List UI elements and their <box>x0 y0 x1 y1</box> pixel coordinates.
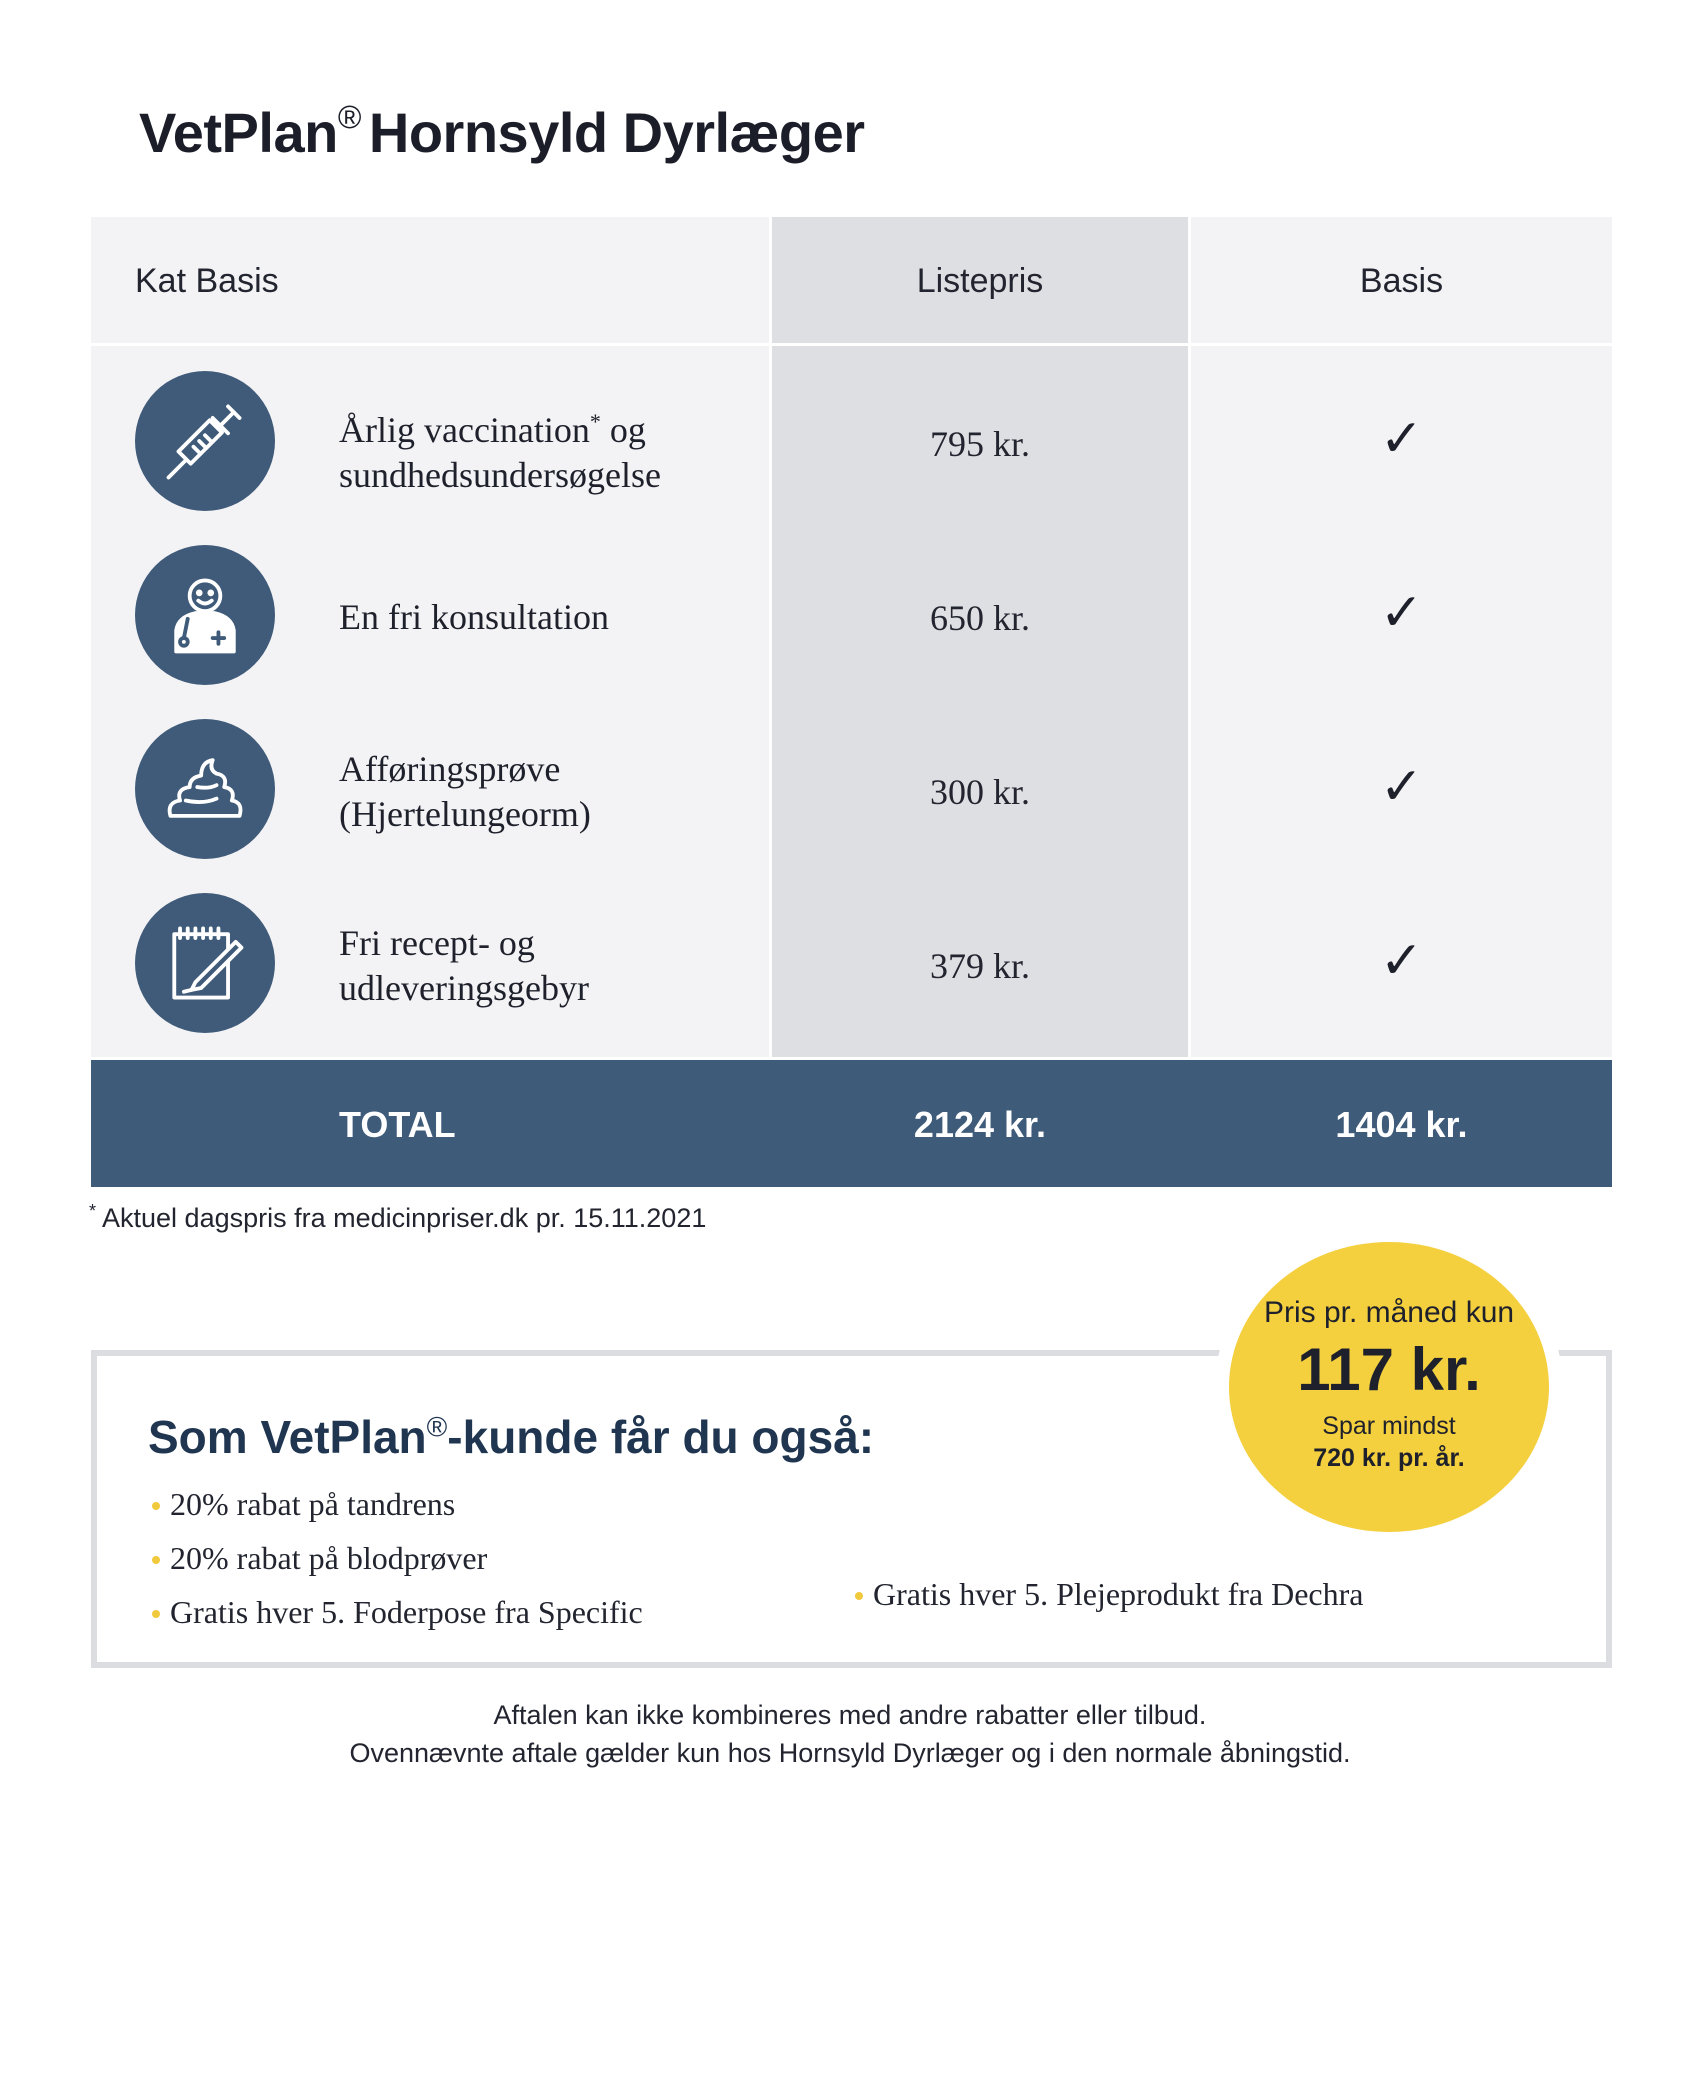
checkmark-icon: ✓ <box>1379 932 1424 990</box>
benefit-text: 20% rabat på blodprøver <box>170 1540 488 1576</box>
service-label: En fri konsultation <box>339 597 609 637</box>
header-basis: Basis <box>1359 262 1444 300</box>
benefit-item <box>855 1576 1363 1613</box>
list-price-value: 379 kr. <box>929 946 1030 986</box>
service-label-line1: Årlig vaccination <box>339 410 590 450</box>
vet-doctor-icon <box>135 545 275 685</box>
title-registered-mark: ® <box>337 99 361 136</box>
checkmark-icon: ✓ <box>1379 584 1424 642</box>
benefit-item <box>152 1594 643 1631</box>
promo-save-label: Spar mindst <box>1322 1412 1456 1440</box>
promo-intro: Pris pr. måned kun <box>1263 1296 1515 1329</box>
checkmark-icon: ✓ <box>1379 410 1424 468</box>
benefit-text: Gratis hver 5. Foderpose fra Specific <box>170 1594 643 1630</box>
promo-save-amount: 720 kr. pr. år. <box>1313 1444 1465 1472</box>
service-label-line2: udleveringsgebyr <box>339 968 589 1008</box>
table-row <box>91 705 1612 879</box>
list-price-value: 795 kr. <box>929 424 1030 464</box>
asterisk-mark: * <box>589 409 601 434</box>
footnote-mark: * <box>89 1201 97 1221</box>
title-clinic: Hornsyld Dyrlæger <box>368 101 865 164</box>
service-label <box>339 921 589 1011</box>
syringe-icon <box>135 371 275 511</box>
bullet-icon <box>152 1610 160 1618</box>
total-row <box>91 1060 1612 1187</box>
total-list-price: 2124 kr. <box>913 1104 1047 1145</box>
disclaimer-line: Ovennævnte aftale gælder kun hos Hornsyld Dyrlæger og i den normale åbningstid. <box>349 1738 1351 1768</box>
header-divider <box>91 343 1612 346</box>
header-plan-name: Kat Basis <box>135 262 279 300</box>
promo-price: 117 kr. <box>1297 1336 1481 1403</box>
list-price-value: 650 kr. <box>929 598 1030 638</box>
list-price-value: 300 kr. <box>929 772 1030 812</box>
checkmark-icon: ✓ <box>1379 758 1424 816</box>
service-label <box>339 399 661 498</box>
service-label-line2: (Hjertelungeorm) <box>339 794 591 834</box>
bullet-icon <box>152 1556 160 1564</box>
monthly-price-badge <box>1229 1242 1549 1532</box>
disclaimer-line: Aftalen kan ikke kombineres med andre rabatter eller tilbud. <box>493 1700 1207 1730</box>
benefit-text: 20% rabat på tandrens <box>170 1486 456 1522</box>
service-label-suffix: og <box>600 410 646 450</box>
benefits-title-part2: -kunde får du også: <box>447 1411 875 1463</box>
benefit-text: Gratis hver 5. Plejeprodukt fra Dechra <box>873 1576 1364 1612</box>
benefits-title-part1: Som VetPlan <box>148 1411 427 1463</box>
title-brand: VetPlan <box>139 101 338 164</box>
benefits-title <box>148 1410 874 1464</box>
page-title <box>139 100 865 165</box>
total-label: TOTAL <box>339 1104 456 1145</box>
total-basis-price: 1404 kr. <box>1335 1104 1468 1145</box>
footnote-text: Aktuel dagspris fra medicinpriser.dk pr. 15.11.2021 <box>102 1203 707 1233</box>
service-label-line2: sundhedsundersøgelse <box>339 455 661 495</box>
footnote <box>89 1201 706 1234</box>
table-row <box>91 357 1612 531</box>
table-row <box>91 879 1612 1053</box>
benefits-title-registered-mark: ® <box>426 1411 448 1443</box>
benefit-item <box>152 1540 487 1577</box>
benefit-item <box>152 1486 455 1523</box>
table-row <box>91 531 1612 705</box>
service-label-line1: Afføringsprøve <box>339 749 561 789</box>
service-label-line1: Fri recept- og <box>339 923 535 963</box>
price-table <box>91 217 1612 1187</box>
bullet-icon <box>855 1592 863 1600</box>
service-label <box>339 747 591 837</box>
stool-sample-icon <box>135 719 275 859</box>
prescription-pad-icon <box>135 893 275 1033</box>
bullet-icon <box>152 1502 160 1510</box>
header-list-price: Listepris <box>916 262 1044 300</box>
